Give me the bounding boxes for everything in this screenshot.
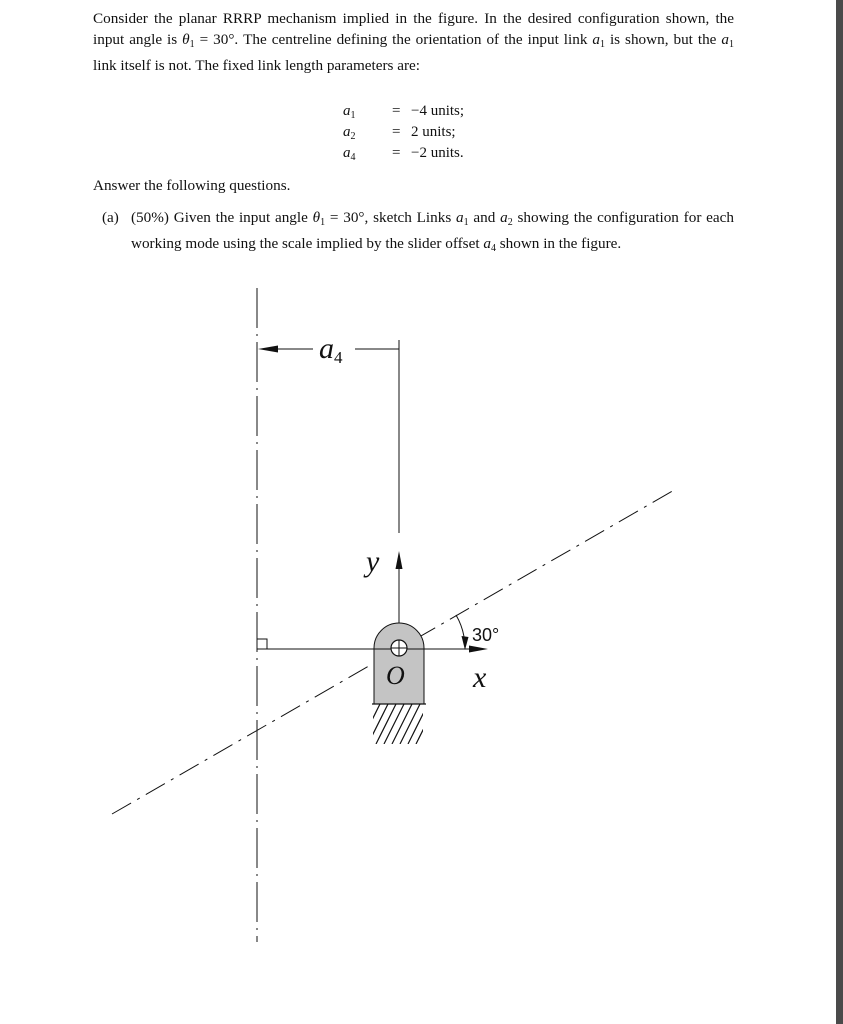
intro-text-2: = 30°. The centreline defining the orientation of the input link (194, 31, 593, 48)
qa-a2-subscript: 2 (507, 217, 513, 228)
a1-subscript: 1 (599, 39, 605, 50)
question-a-label: (a) (102, 209, 119, 226)
qa-a2-symbol: a (500, 209, 508, 226)
y-axis-label: y (366, 545, 380, 578)
intro-text-4: link itself is not. The fixed link length parameters are: (93, 57, 421, 74)
answer-prompt: Answer the following questions. (93, 177, 291, 194)
qa-a4-symbol: a (483, 235, 491, 252)
equals-sign: = (392, 145, 401, 161)
qa-text-1: (50%) Given the input angle (131, 209, 313, 226)
ground-hatching (360, 704, 436, 744)
equation-var-symbol: a (343, 124, 351, 140)
equals-sign: = (392, 124, 401, 140)
theta-subscript: 1 (189, 39, 195, 50)
equation-var-subscript: 4 (350, 152, 356, 163)
qa-text-4: showing the configuration for each working mode using the scale implied by the slider offset (131, 209, 734, 252)
qa-text-2: = 30°, sketch Links (325, 209, 457, 226)
a4-dimension-label: a4 (319, 332, 343, 367)
equation-var-symbol: a (343, 145, 351, 161)
qa-a4-subscript: 4 (490, 243, 496, 254)
intro-text-1: Consider the planar RRRP mechanism implied in the figure. In the desired configuration shown, the input angle is (93, 10, 734, 48)
right-angle-marker (257, 639, 267, 649)
a1-symbol: a (592, 31, 600, 48)
angle-label: 30° (472, 625, 500, 645)
equation-var-subscript: 2 (350, 131, 356, 142)
y-axis-arrowhead (396, 551, 403, 569)
intro-text-3: is shown, but the (604, 31, 722, 48)
qa-text-3: and (468, 209, 501, 226)
equals-sign: = (392, 103, 401, 119)
angle-arc-arrowhead (462, 636, 469, 650)
equation-var-subscript: 1 (350, 110, 356, 121)
qa-theta-symbol: θ (312, 209, 321, 226)
equation-value: −2 units. (411, 145, 464, 161)
a1-subscript-2: 1 (728, 39, 734, 50)
x-axis-arrowhead (469, 646, 488, 653)
qa-a1-symbol: a (456, 209, 464, 226)
qa-a1-subscript: 1 (463, 217, 469, 228)
x-axis-label: x (473, 661, 487, 694)
equation-var-symbol: a (343, 103, 351, 119)
origin-label: O (386, 661, 405, 690)
scroll-bar[interactable] (836, 0, 843, 1024)
theta-symbol: θ (182, 31, 190, 48)
a1-symbol-2: a (721, 31, 729, 48)
qa-theta-subscript: 1 (320, 217, 326, 228)
qa-text-5: shown in the figure. (495, 235, 622, 252)
equation-value: 2 units; (411, 124, 456, 140)
equation-value: −4 units; (411, 103, 465, 119)
